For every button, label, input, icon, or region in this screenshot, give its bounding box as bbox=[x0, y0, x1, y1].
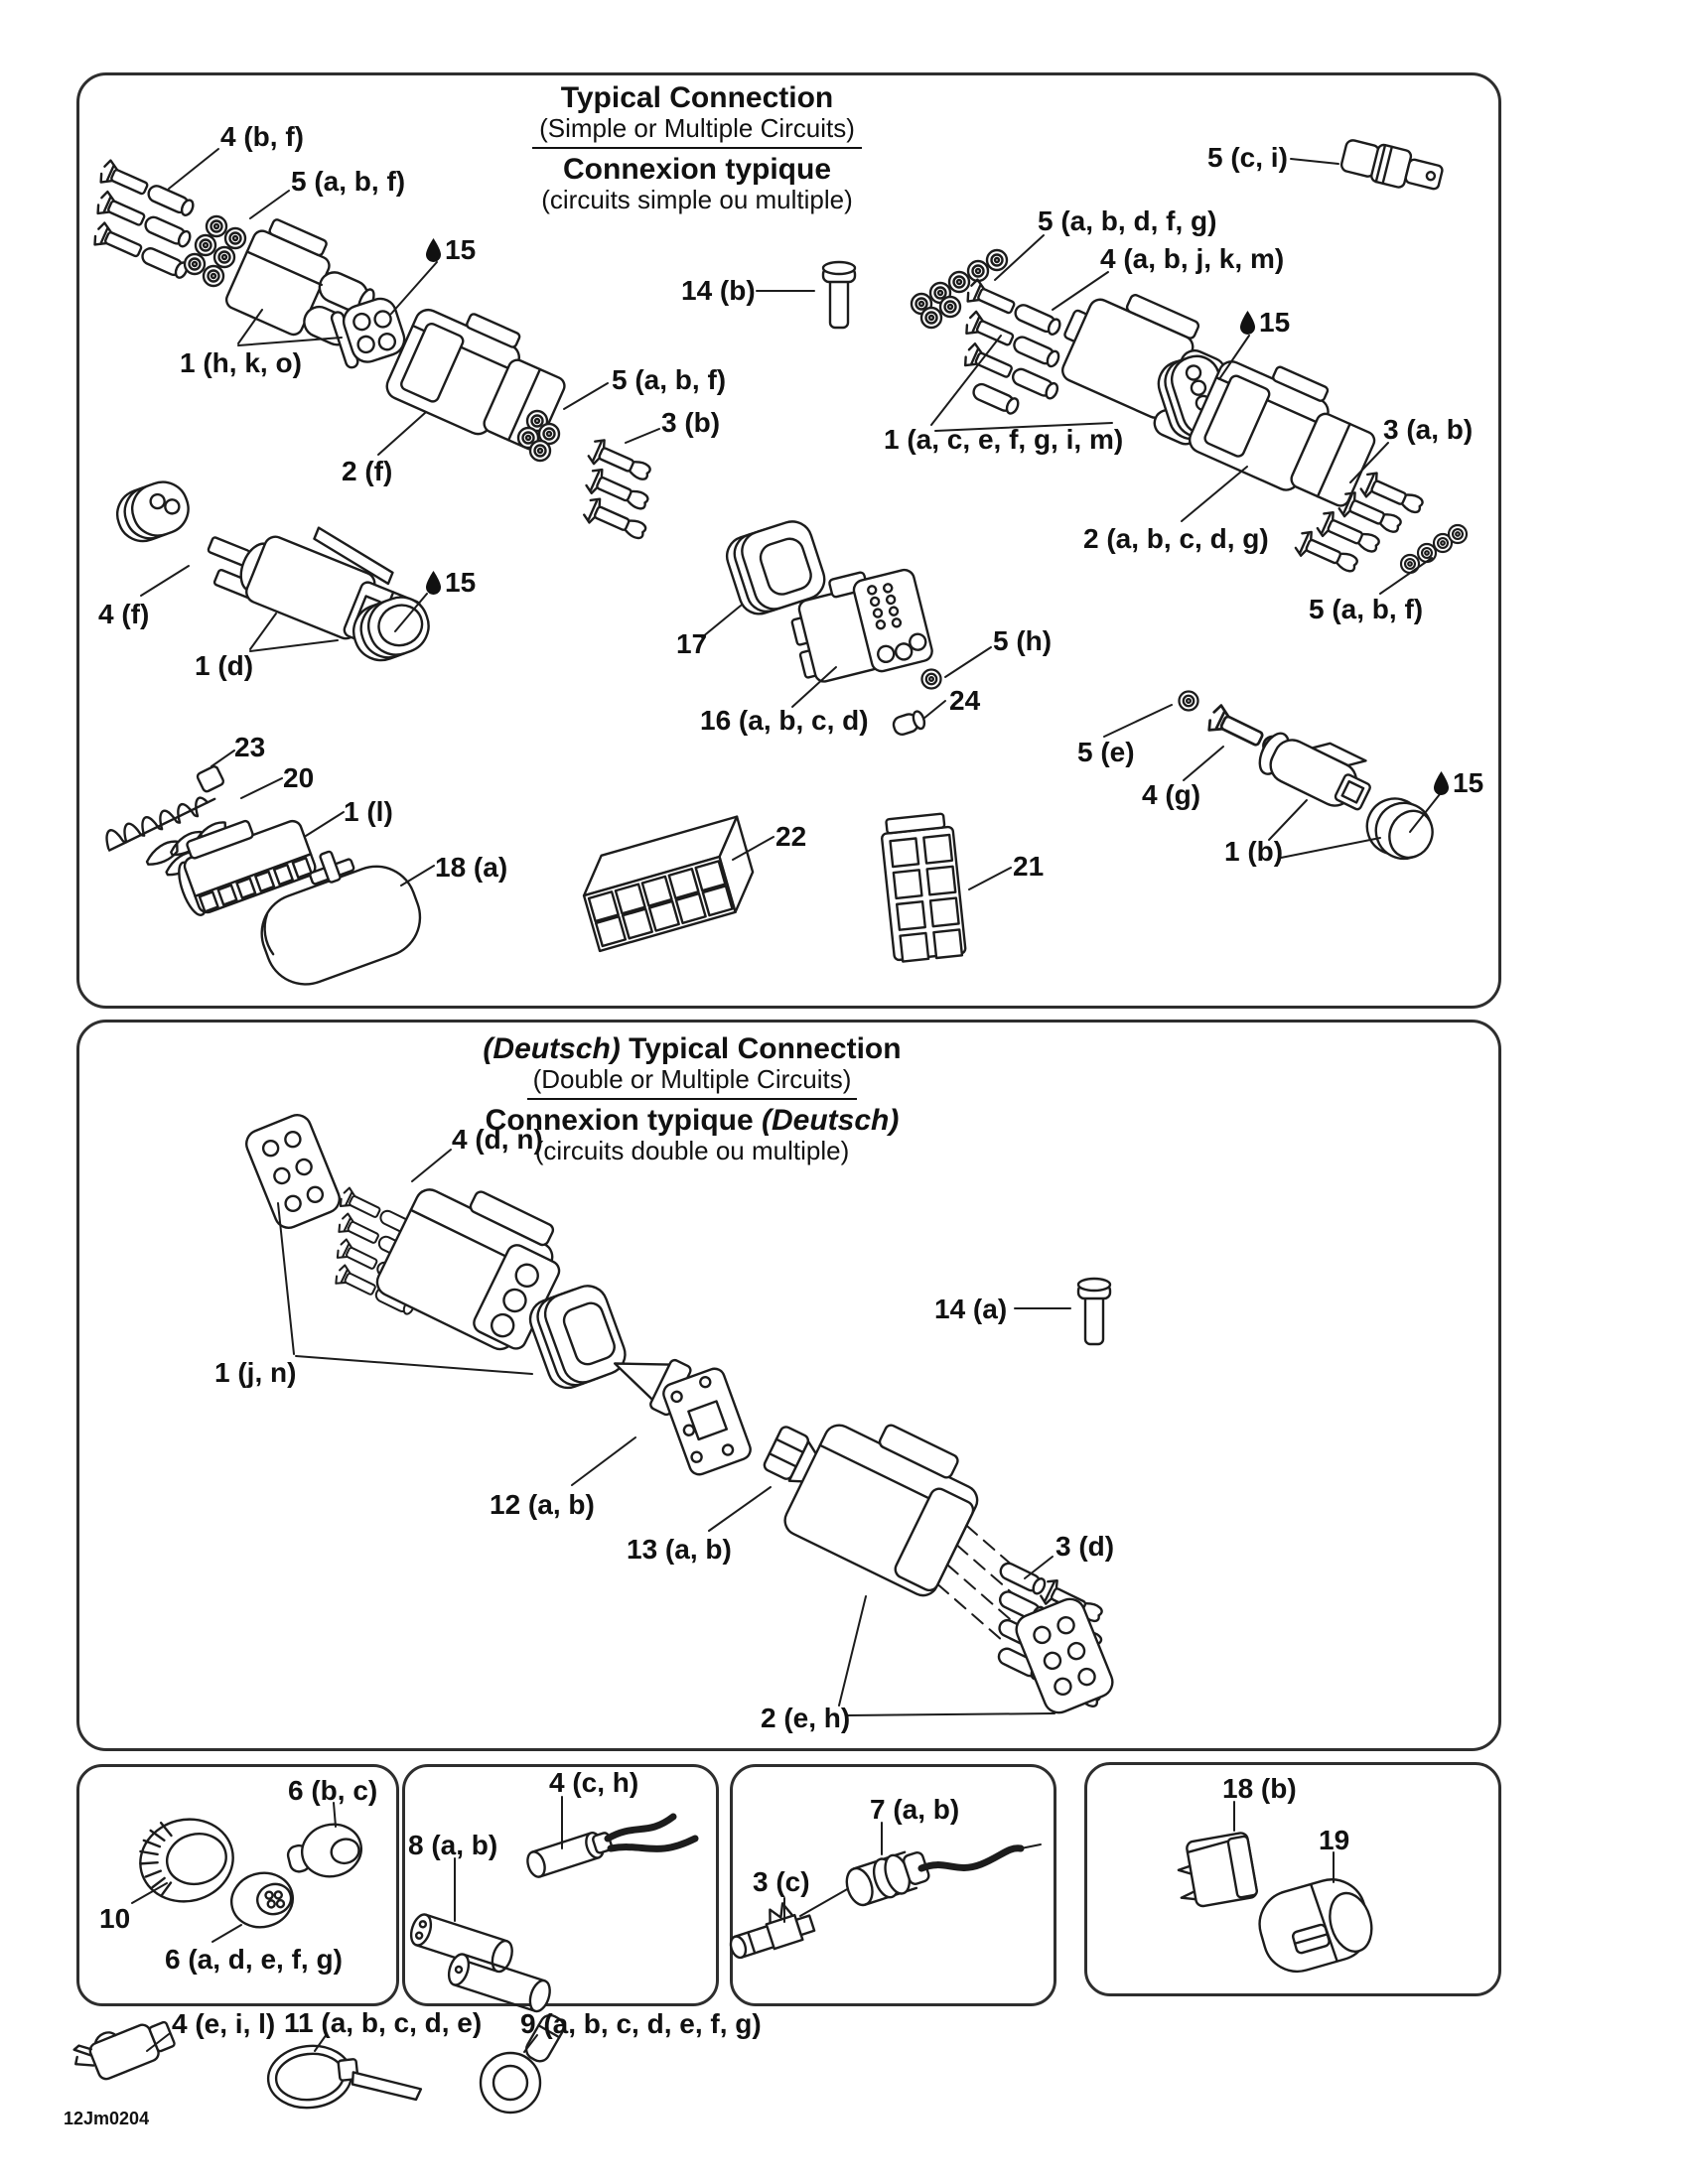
part-callout: 3 (d) bbox=[1055, 1531, 1115, 1562]
part-callout: 2 (f) bbox=[342, 456, 393, 486]
terminals-3b-drawing bbox=[564, 437, 672, 544]
title-divider bbox=[532, 147, 862, 149]
part-callout: 2 (e, h) bbox=[761, 1703, 851, 1733]
lubricant-drop-icon bbox=[425, 567, 442, 599]
wire-drawing bbox=[611, 1839, 695, 1848]
grommet-6bc-drawing bbox=[283, 1819, 366, 1886]
part-callout-lubricant: 15 bbox=[425, 567, 476, 599]
wire-drawing bbox=[921, 1848, 1021, 1868]
grommet-6adefg-drawing bbox=[225, 1866, 298, 1933]
part-callout: 4 (e, i, l) bbox=[172, 2008, 276, 2039]
wire-tip-line bbox=[1021, 1844, 1041, 1848]
part-callout: 5 (a, b, d, f, g) bbox=[1038, 205, 1217, 236]
connector-block-22-drawing bbox=[575, 817, 763, 951]
pin-14a-drawing bbox=[1078, 1279, 1110, 1344]
lubricant-drop-icon bbox=[425, 234, 442, 266]
sleeve-19-drawing bbox=[1252, 1871, 1379, 1979]
part-callout: 14 (b) bbox=[681, 275, 756, 306]
part-callout: 4 (f) bbox=[98, 599, 150, 629]
part-callout: 18 (a) bbox=[435, 852, 508, 883]
part-callout: 11 (a, b, c, d, e) bbox=[284, 2007, 483, 2038]
part-callout: 4 (a, b, j, k, m) bbox=[1100, 243, 1285, 274]
part-callout-lubricant: 15 bbox=[1433, 767, 1483, 799]
part-callout: 4 (b, f) bbox=[220, 121, 304, 152]
part-callout: 5 (a, b, f) bbox=[1309, 594, 1424, 624]
title-fr-deutsch: Connexion typique (Deutsch) bbox=[485, 1103, 900, 1137]
part-callout-lubricant: 15 bbox=[1239, 307, 1290, 339]
part-callout: 22 bbox=[775, 821, 807, 852]
part-callout: 10 bbox=[99, 1903, 131, 1934]
connector-block-21-drawing bbox=[880, 813, 966, 963]
part-callout: 18 (b) bbox=[1222, 1773, 1297, 1804]
part-callout: 4 (d, n) bbox=[452, 1124, 543, 1155]
part-callout: 3 (c) bbox=[753, 1866, 810, 1897]
cap-24-drawing bbox=[892, 710, 926, 737]
part-callout: 6 (a, d, e, f, g) bbox=[165, 1944, 343, 1975]
part-callout: 5 (c, i) bbox=[1207, 142, 1288, 173]
part-callout: 21 bbox=[1013, 851, 1045, 882]
part-callout: 1 (l) bbox=[344, 796, 393, 827]
part-callout: 5 (a, b, f) bbox=[291, 166, 406, 197]
part-callout: 3 (a, b) bbox=[1383, 414, 1474, 445]
part-callout: 13 (a, b) bbox=[627, 1534, 732, 1565]
part-callout: 3 (b) bbox=[661, 407, 721, 438]
cable-tie-11-drawing bbox=[265, 2035, 422, 2116]
lubricant-drop-icon bbox=[1433, 767, 1450, 799]
terminal-3c-drawing bbox=[723, 1897, 816, 1962]
part-callout: 20 bbox=[283, 762, 315, 793]
ribbed-cap-10-drawing bbox=[131, 1808, 242, 1911]
seal-5e-drawing bbox=[1180, 692, 1198, 711]
title-en-deutsch: (Deutsch) Typical Connection bbox=[483, 1032, 902, 1065]
part-callout: 1 (j, n) bbox=[214, 1357, 297, 1388]
seal-5h-drawing bbox=[922, 670, 941, 689]
subtitle-fr: (circuits simple ou multiple) bbox=[541, 184, 853, 214]
pin-14b-drawing bbox=[823, 262, 855, 328]
typical-connection-title bbox=[469, 81, 925, 213]
part-callout: 14 (a) bbox=[934, 1294, 1008, 1324]
part-callout: 1 (b) bbox=[1224, 836, 1284, 867]
part-callout: 19 bbox=[1319, 1825, 1350, 1855]
part-callout: 16 (a, b, c, d) bbox=[700, 705, 869, 736]
part-callout: 12 (a, b) bbox=[490, 1489, 595, 1520]
part-callout: 5 (h) bbox=[993, 625, 1053, 656]
part-callout: 5 (a, b, f) bbox=[612, 364, 727, 395]
connector-1b-drawing bbox=[1254, 718, 1380, 817]
part-callout: 4 (c, h) bbox=[549, 1767, 639, 1798]
spade-terminal-4eil-drawing bbox=[69, 2010, 177, 2088]
part-callout: 23 bbox=[234, 732, 266, 762]
lubricant-drop-icon bbox=[1239, 307, 1256, 339]
retainer-plate-1jn-drawing bbox=[242, 1111, 344, 1232]
part-callout: 8 (a, b) bbox=[408, 1830, 498, 1860]
seals-5abdfg-drawing bbox=[912, 250, 1007, 328]
part-callout: 1 (a, c, e, f, g, i, m) bbox=[884, 424, 1124, 455]
part-callout: 17 bbox=[676, 628, 708, 659]
part-callout: 9 (a, b, c, d, e, f, g) bbox=[520, 2008, 762, 2039]
part-callout: 24 bbox=[949, 685, 981, 716]
subtitle-en: (Simple or Multiple Circuits) bbox=[539, 113, 855, 143]
bullet-connector-7ab-drawing bbox=[842, 1846, 931, 1909]
title-divider bbox=[527, 1098, 857, 1100]
subtitle-en: (Double or Multiple Circuits) bbox=[532, 1064, 852, 1094]
title-fr: Connexion typique bbox=[563, 152, 831, 186]
plate-13a-drawing bbox=[661, 1366, 754, 1477]
part-callout: 1 (d) bbox=[195, 650, 254, 681]
round-seal-15-drawing bbox=[1357, 789, 1442, 869]
part-callout: 4 (g) bbox=[1142, 779, 1201, 810]
crimp-4ch-drawing bbox=[524, 1829, 614, 1879]
part-callout-lubricant: 15 bbox=[425, 234, 476, 266]
subtitle-fr: (circuits double ou multiple) bbox=[534, 1135, 850, 1165]
part-callout: 6 (b, c) bbox=[288, 1775, 378, 1806]
title-en: Typical Connection bbox=[560, 81, 834, 114]
pin-5ci-drawing bbox=[1339, 136, 1445, 197]
wire-drawing bbox=[608, 1817, 673, 1839]
part-callout: 1 (h, k, o) bbox=[180, 347, 302, 378]
part-callout: 7 (a, b) bbox=[870, 1794, 960, 1825]
clip-18b-drawing bbox=[1172, 1832, 1257, 1909]
part-callout: 5 (e) bbox=[1077, 737, 1135, 767]
drawing-code: 12Jm0204 bbox=[64, 2109, 150, 2128]
part-callout: 2 (a, b, c, d, g) bbox=[1083, 523, 1269, 554]
seals-5abf3-drawing bbox=[1401, 525, 1467, 573]
oval-seal-4f-drawing bbox=[110, 476, 195, 548]
